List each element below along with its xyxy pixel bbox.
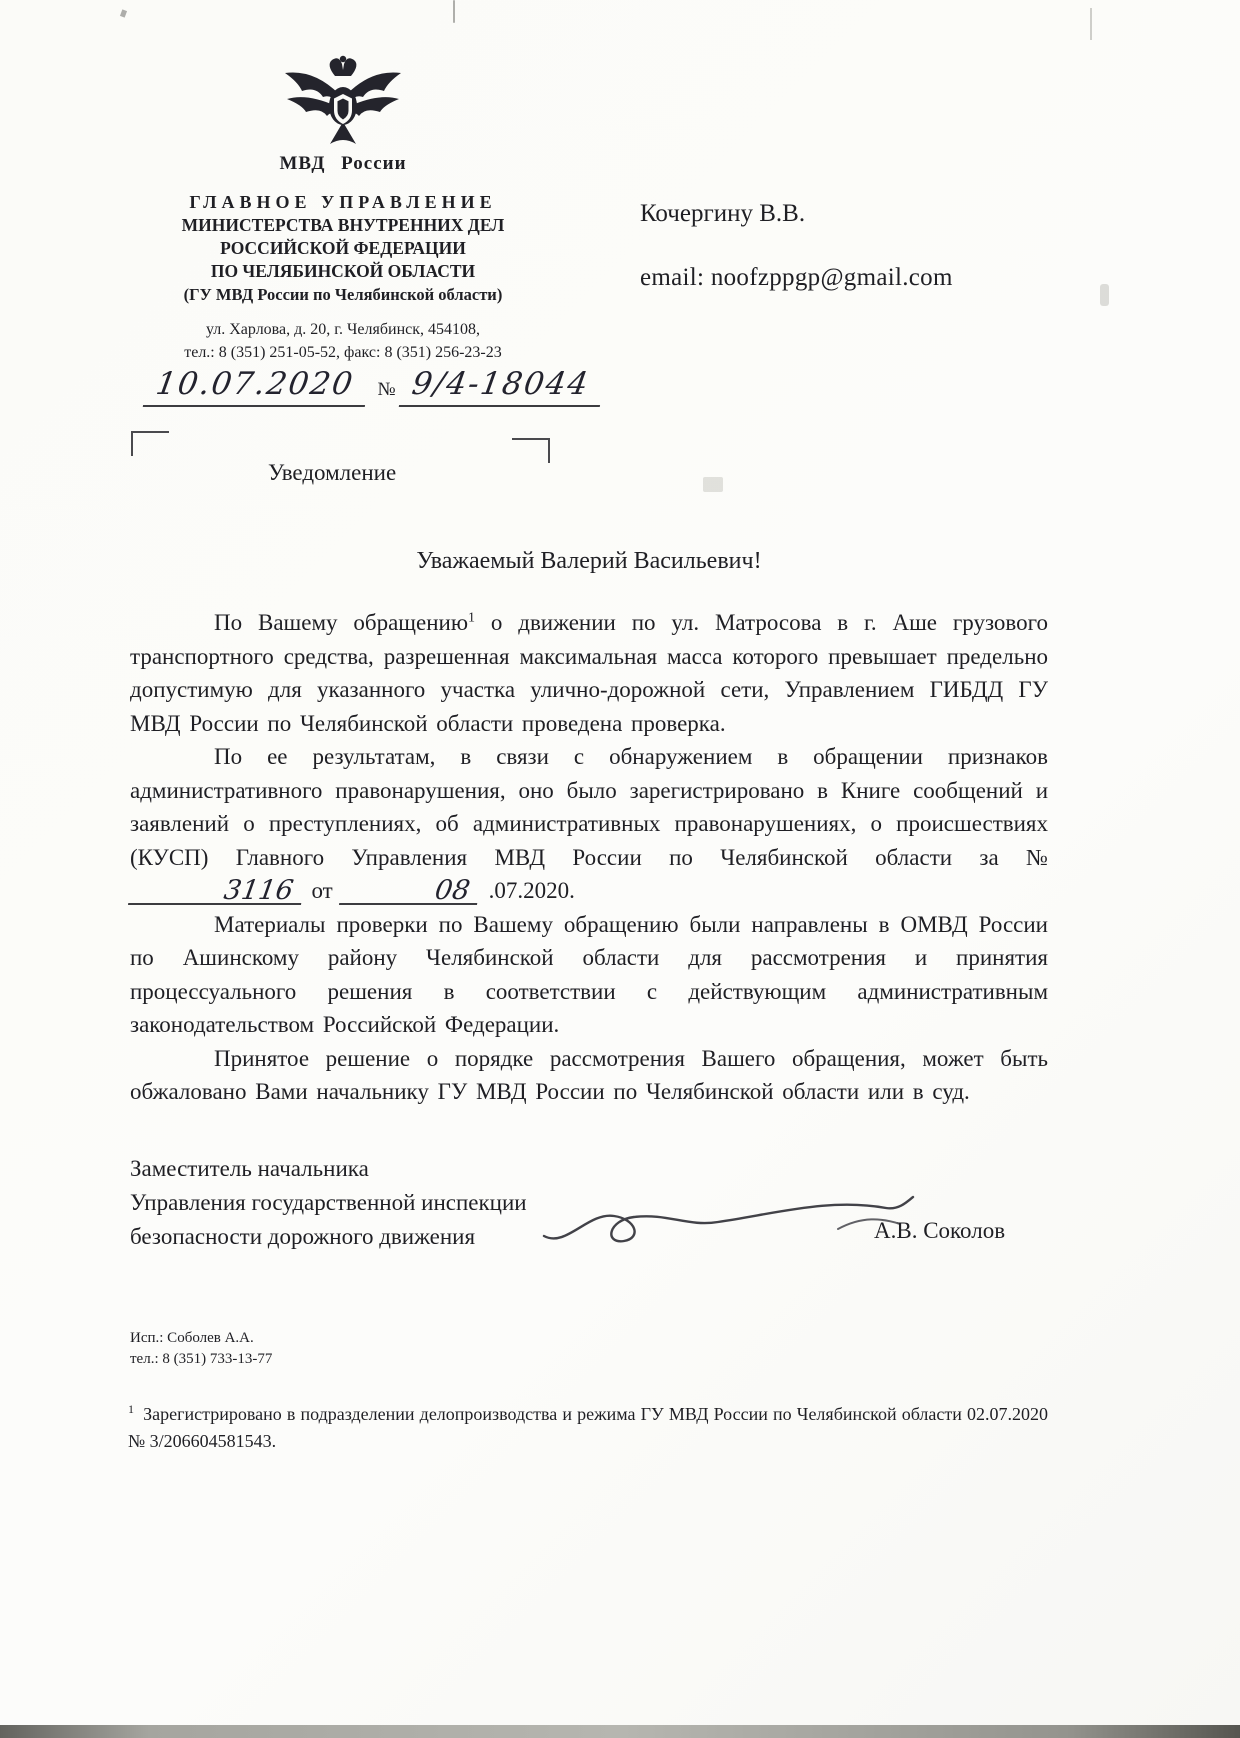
- executor-block: [130, 1328, 272, 1370]
- paragraph: Материалы проверки по Вашему обращению были направлены в ОМВД России по Ашинскому району Челябинской области для рассмотрения и принятия процессуального решения в соответствии с действующим административным законодательством Российской Федерации.: [130, 911, 1048, 1037]
- signature-stroke-icon: [538, 1182, 918, 1262]
- footnote-ref: 1: [468, 610, 475, 626]
- paragraph-text: По ее результатам, в связи с обнаружением в обращении признаков административного правонарушения, оно было зарегистрировано в Книге сообщений и заявлений о преступлениях, об административных правонарушениях, о происшествиях (КУСП) Главного Управления МВД России по Челябинской области за №: [130, 744, 1048, 870]
- paragraph: [130, 740, 1048, 908]
- recipient-email: email: noofzppgp@gmail.com: [640, 264, 953, 291]
- mvd-double-headed-eagle-icon: [278, 52, 408, 147]
- org-address: [128, 318, 558, 364]
- footnote-text: Зарегистрировано в подразделении делопроизводства и режима ГУ МВД России по Челябинской области 02.07.2020 № 3/206604581543.: [128, 1404, 1048, 1451]
- letter-body: [130, 606, 1048, 1109]
- org-line: ПО ЧЕЛЯБИНСКОЙ ОБЛАСТИ: [210, 261, 476, 281]
- ref-number-handwritten: 9/4-18044: [398, 366, 605, 407]
- scan-smudge: [1100, 284, 1109, 306]
- paragraph-text: о движении по ул. Матросова в г. Аше грузового транспортного средства, разрешенная максимальная масса которого превышает предельно допустимую для указанного участка улично-дорожной сети, Управлением ГИБДД ГУ МВД России по Челябинской области проведена проверка.: [130, 610, 1048, 736]
- recipient-block: [640, 200, 953, 292]
- org-line: РОССИЙСКОЙ ФЕДЕРАЦИИ: [220, 238, 466, 258]
- signer-name: А.В. Соколов: [874, 1218, 1006, 1243]
- signer-position-line: безопасности дорожного движения: [130, 1224, 476, 1249]
- address-line: ул. Харлова, д. 20, г. Челябинск, 454108,: [205, 321, 481, 338]
- kusp-day-handwritten: 08: [339, 879, 482, 905]
- corner-mark-left: [131, 431, 169, 456]
- org-full-name: [128, 191, 558, 306]
- scan-crease-mark: [453, 0, 455, 23]
- corner-mark-right: [512, 438, 550, 463]
- signer-position-line: Управления государственной инспекции: [130, 1190, 527, 1215]
- footnote: [128, 1396, 1048, 1455]
- signer-position-line: Заместитель начальника: [130, 1156, 369, 1181]
- org-short-name: МВД России: [279, 153, 407, 174]
- signer-position: [130, 1152, 527, 1254]
- ref-date-handwritten: 10.07.2020: [143, 366, 371, 407]
- scan-speck: [120, 9, 127, 17]
- footnote-marker: 1: [128, 1402, 134, 1416]
- executor-name: Исп.: Соболев А.А.: [130, 1330, 254, 1346]
- document-kind: Уведомление: [268, 460, 397, 485]
- paragraph-text: .07.2020.: [479, 878, 575, 903]
- paragraph: Принятое решение о порядке рассмотрения Вашего обращения, может быть обжаловано Вами начальнику ГУ МВД России по Челябинской области или в суд.: [130, 1045, 1048, 1104]
- kusp-number-handwritten: 3116: [128, 879, 305, 905]
- salutation: Уважаемый Валерий Васильевич!: [416, 548, 762, 574]
- scan-smudge: [703, 477, 723, 492]
- ref-number-sign: №: [377, 379, 396, 400]
- org-line: (ГУ МВД России по Челябинской области): [183, 285, 503, 304]
- paragraph: [130, 606, 1048, 740]
- scan-speck: [1090, 8, 1092, 40]
- executor-phone: тел.: 8 (351) 733-13-77: [130, 1351, 273, 1367]
- address-line: тел.: 8 (351) 251-05-52, факс: 8 (351) 256-23-23: [184, 344, 502, 361]
- recipient-name: Кочергину В.В.: [640, 200, 806, 227]
- letterhead: [128, 52, 558, 364]
- org-line: МИНИСТЕРСТВА ВНУТРЕННИХ ДЕЛ: [181, 215, 505, 235]
- reference-line: [146, 366, 603, 407]
- paragraph-text: от: [302, 878, 342, 903]
- org-line: ГЛАВНОЕ УПРАВЛЕНИЕ: [189, 192, 497, 212]
- paragraph-text: По Вашему обращению: [214, 610, 468, 635]
- scan-bottom-edge: [0, 1725, 1240, 1738]
